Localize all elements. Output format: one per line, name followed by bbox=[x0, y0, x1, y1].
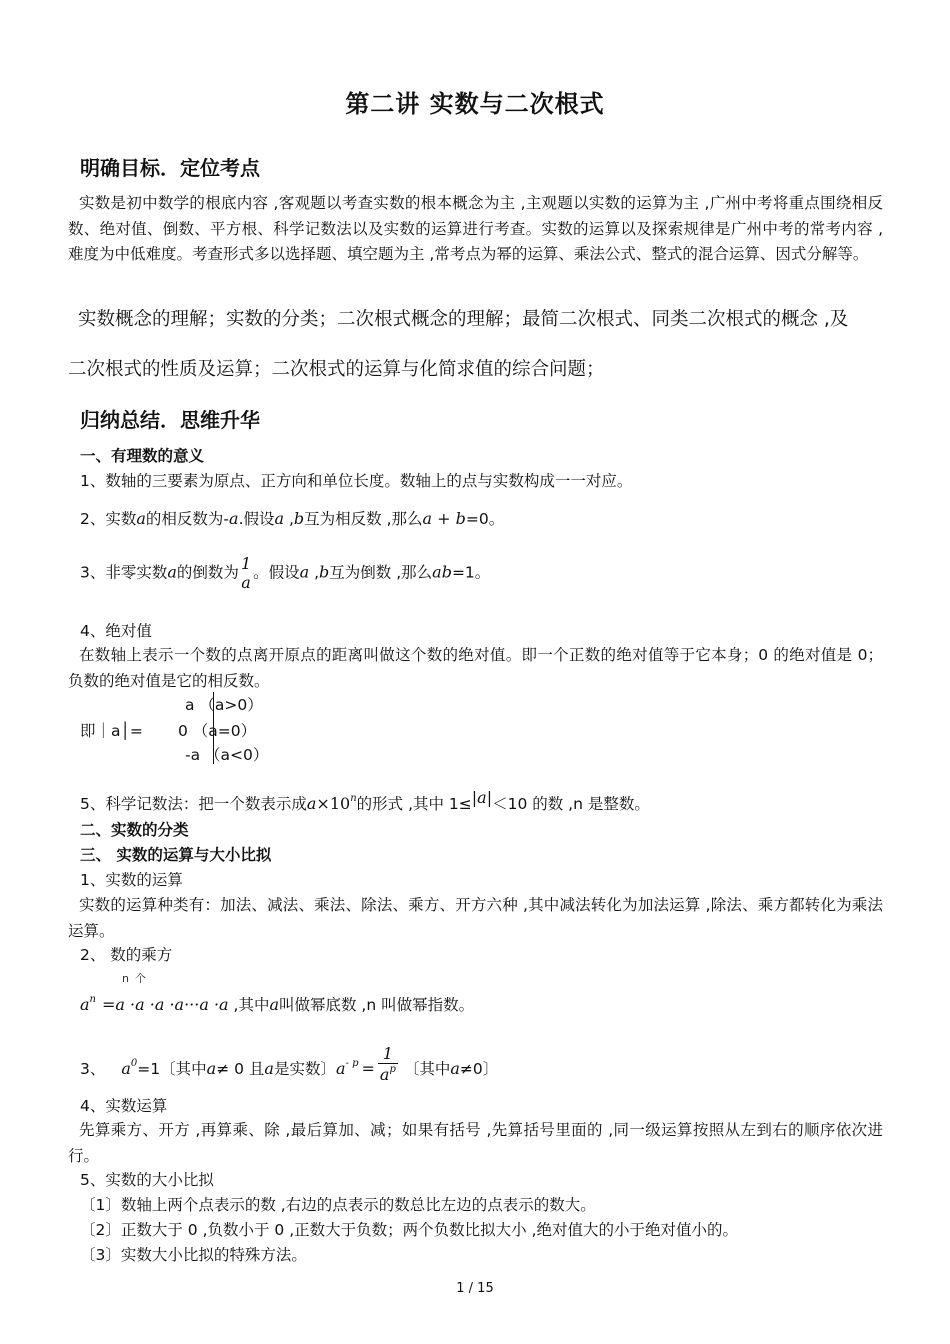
page-number: 1 / 15 bbox=[456, 1281, 494, 1296]
zero-negative-exponent: 3、 $a^0=1$〔其中a≠ 0 且a是实数〕$a^{- p}$ = $\frac{1}{a^p}$ 〔其中a≠0〕 bbox=[80, 1044, 499, 1084]
op-operations-paragraph: 实数的运算种类有：加法、减法、乘法、除法、乘方、开方六种 ,其中减法转化为加法运算 ,除法、乘方都转化为乘法运算。 bbox=[68, 896, 883, 940]
compare-rule-2: 〔2〕正数大于 0 ,负数小于 0 ,正数大于负数；两个负数比拟大小 ,绝对值大的小于绝对值小的。 bbox=[80, 1221, 739, 1239]
op-title-power: 2、 数的乘方 bbox=[80, 946, 173, 964]
abs-case-negative: -a （a<0） bbox=[185, 746, 269, 764]
compare-rule-3: 〔3〕实数大小比拟的特殊方法。 bbox=[80, 1246, 307, 1264]
intro-paragraph: 实数是初中数学的根底内容 ,客观题以考查实数的根本概念为主 ,主观题以实数的运算为主 ,广州中考将重点围绕相反数、绝对值、倒数、平方根、科学记数法以及实数的运算进行考查。实数的运算以及探索规律是广州中考的常考内容 ,难度为中低难度。考查形式多以选择题、填空题为主 ,常考点为幂的运算、乘法公式、整式的混合运算、因式分解等。 bbox=[68, 194, 883, 263]
section-heading-goals: 明确目标．定位考点 bbox=[80, 156, 260, 180]
heading-rational-meaning: 一、有理数的意义 bbox=[80, 447, 205, 465]
abs-case-zero: 0 （a=0） bbox=[178, 722, 257, 740]
absolute-definition: 在数轴上表示一个数的点离开原点的距离叫做这个数的绝对值。即一个正数的绝对值等于它本身；0 的绝对值是 0；负数的绝对值是它的相反数。 bbox=[68, 646, 883, 690]
page-title: 第二讲 实数与二次根式 bbox=[345, 90, 605, 118]
heading-classification: 二、实数的分类 bbox=[80, 821, 189, 839]
compare-rule-1: 〔1〕数轴上两个点表示的数 ,右边的点表示的数总比左边的点表示的数大。 bbox=[80, 1196, 596, 1214]
item-absolute-title: 4、绝对值 bbox=[80, 622, 152, 640]
negative-exponent-fraction: $\frac{1}{a^p}$ bbox=[379, 1044, 396, 1084]
item-number-line: 1、数轴的三要素为原点、正方向和单位长度。数轴上的点与实数构成一一对应。 bbox=[80, 472, 633, 490]
op-title-operations: 1、实数的运算 bbox=[80, 871, 183, 889]
op-title-compare: 5、实数的大小比拟 bbox=[80, 1171, 214, 1189]
abs-case-positive: a （a>0） bbox=[185, 696, 263, 714]
item-opposite: 2、实数a的相反数为-a.假设a ,b互为相反数 ,那么a + b=0。 bbox=[80, 509, 505, 528]
power-brace-label: n个 bbox=[122, 972, 152, 985]
focus-line-1: 实数概念的理解；实数的分类；二次根式概念的理解；最简二次根式、同类二次根式的概念 ,及 bbox=[78, 309, 849, 330]
power-definition: $a^n =a \cdot a \cdot a \cdot a\cdot\cdot\cdot a \cdot a$ ,其中a叫做幂底数 ,n 叫做幂指数。 bbox=[80, 994, 475, 1014]
item-scientific-notation: 5、科学记数法：把一个数表示成$a\times 10^n$的形式 ,其中 1≤|a|＜10 的数 ,n 是整数。 bbox=[80, 788, 650, 813]
op-title-order: 4、实数运算 bbox=[80, 1097, 168, 1115]
item-reciprocal: 3、非零实数a的倒数为 1 a 。假设a ,b互为倒数 ,那么ab=1。 bbox=[80, 554, 491, 592]
focus-line-2: 二次根式的性质及运算；二次根式的运算与化简求值的综合问题； bbox=[68, 359, 605, 380]
heading-operations: 三、 实数的运算与大小比拟 bbox=[80, 846, 272, 864]
section-heading-summary: 归纳总结．思维升华 bbox=[80, 408, 260, 432]
reciprocal-fraction: 1 a bbox=[240, 554, 252, 592]
op-order-paragraph: 先算乘方、开方 ,再算乘、除 ,最后算加、减；如果有括号 ,先算括号里面的 ,同一级运算按照从左到右的顺序依次进行。 bbox=[68, 1121, 883, 1165]
abs-lead: 即｜a│= bbox=[80, 722, 143, 740]
